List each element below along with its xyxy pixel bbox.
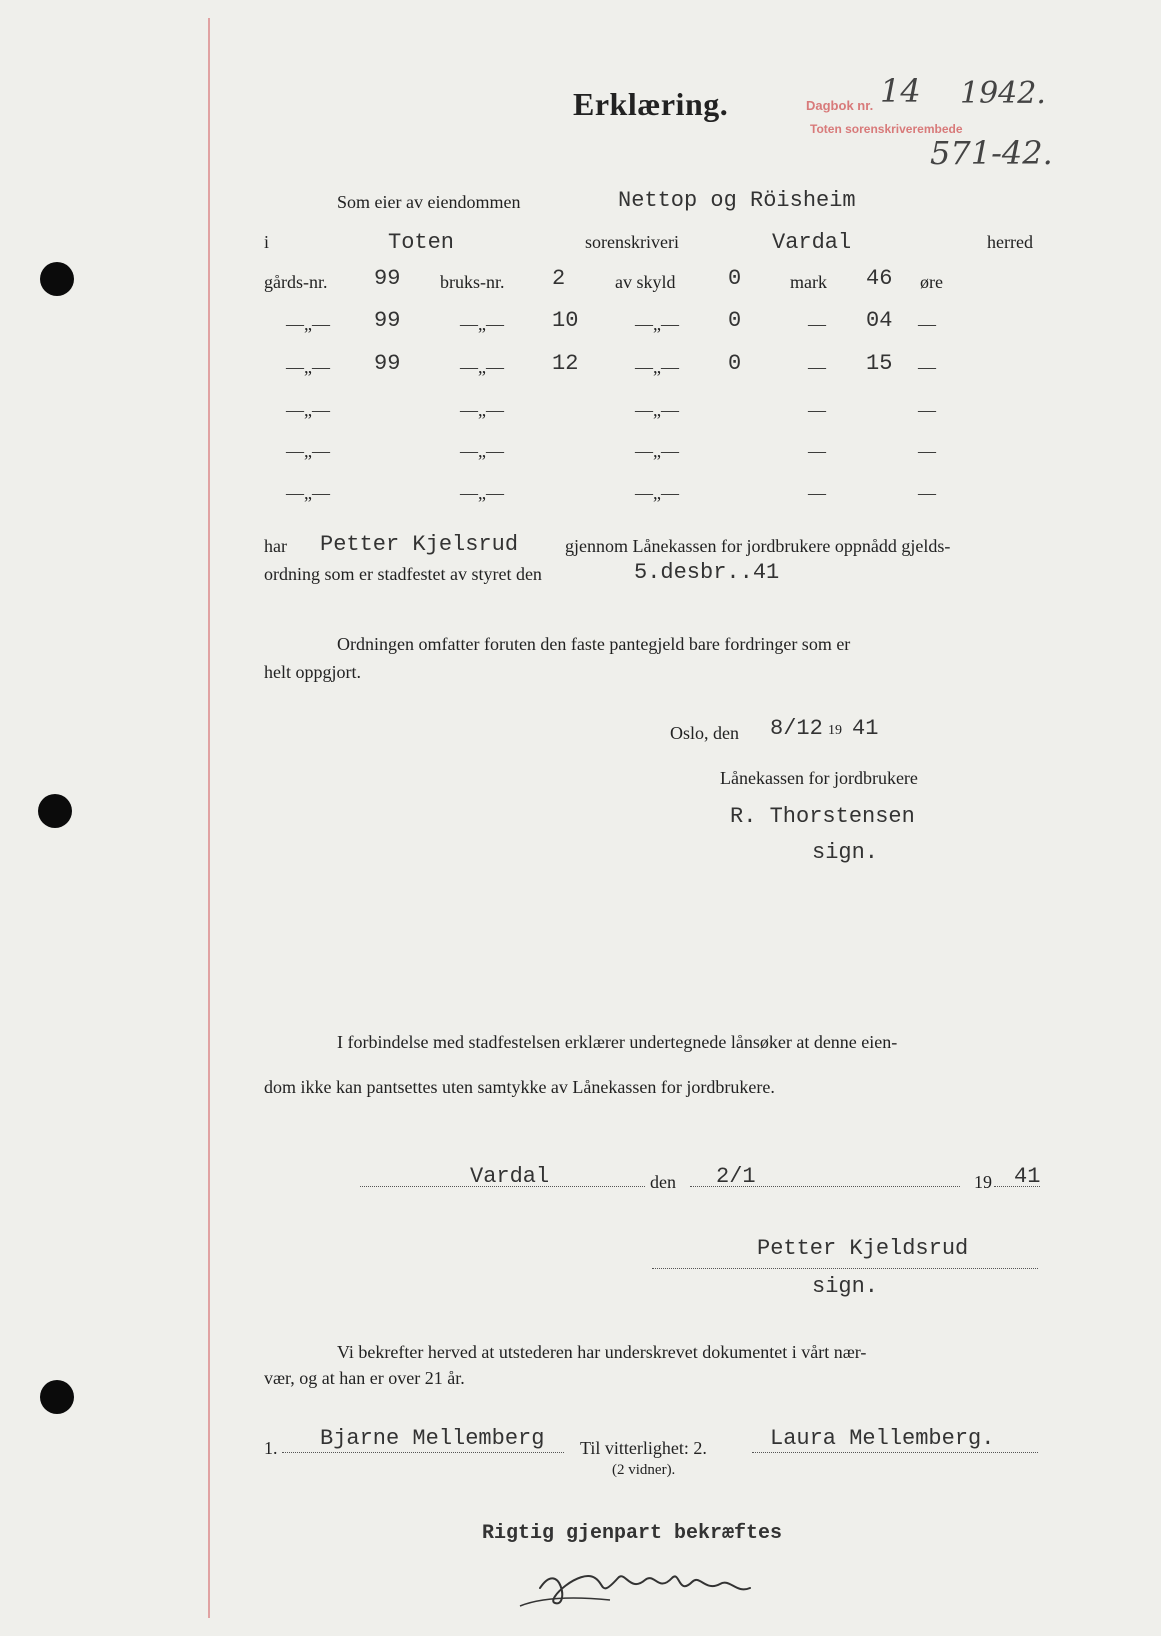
ditto-mark: —„— (635, 400, 679, 420)
applicant-year-prefix: 19 (974, 1172, 992, 1192)
owner-name: Petter Kjelsrud (320, 532, 519, 557)
district-suffix: sorenskriveri (585, 232, 679, 252)
applicant-place: Vardal (470, 1164, 550, 1189)
applicant-sign: sign. (812, 1274, 879, 1299)
witness-line1: Vi bekrefter herved at utstederen har underskrevet dokumentet i vårt nær- (337, 1342, 867, 1362)
dash-mark: — (918, 441, 936, 461)
ore-value: 46 (866, 266, 893, 291)
oslo-signer: R. Thorstensen (730, 804, 915, 829)
dash-mark: — (918, 314, 936, 334)
witness2-line (752, 1452, 1038, 1453)
municipality-name: Vardal (772, 230, 852, 255)
bruks-value: 2 (552, 266, 566, 291)
punch-hole (40, 1380, 74, 1414)
bruks-value: 10 (552, 308, 579, 333)
declaration-line1: I forbindelse med stadfestelsen erklærer undertegnede lånsøker at denne eien- (337, 1032, 898, 1052)
applicant-date: 2/1 (716, 1164, 756, 1189)
municipality-suffix: herred (987, 232, 1033, 252)
property-intro: Som eier av eiendommen (337, 192, 521, 212)
approved-date: 5.desbr..41 (634, 560, 780, 585)
dash-mark: — (808, 400, 826, 420)
oslo-sign: sign. (812, 840, 879, 865)
page-title: Erklæring. (573, 86, 729, 122)
dash-mark: — (918, 483, 936, 503)
mark-value: 0 (728, 308, 742, 333)
ore-value: 04 (866, 308, 893, 333)
har-label: har (264, 536, 287, 556)
property-name: Nettop og Röisheim (618, 188, 856, 213)
den-label: den (650, 1172, 676, 1192)
ditto-mark: —„— (286, 441, 330, 461)
applicant-year: 41 (1014, 1164, 1041, 1189)
dash-mark: — (808, 483, 826, 503)
dash-mark: — (808, 314, 826, 334)
dash-mark: — (918, 357, 936, 377)
dash-mark: — (918, 400, 936, 420)
declaration-line2: dom ikke kan pantsettes uten samtykke av Lånekassen for jordbrukere. (264, 1077, 775, 1097)
district-name: Toten (388, 230, 455, 255)
bruks-value: 12 (552, 351, 579, 376)
stamp-label: Dagbok nr. (806, 98, 874, 113)
oslo-year: 41 (852, 716, 879, 741)
margin-line (208, 18, 210, 1618)
ditto-mark: —„— (635, 357, 679, 377)
witness1-line (282, 1452, 564, 1453)
punch-hole (38, 794, 72, 828)
ditto-mark: —„— (635, 314, 679, 334)
mark-value: 0 (728, 351, 742, 376)
applicant-signer: Petter Kjeldsrud (757, 1236, 969, 1261)
oslo-date: 8/12 (770, 716, 823, 741)
gards-value: 99 (374, 308, 401, 333)
oslo-year-prefix: 19 (828, 723, 842, 738)
handwritten-signature (500, 1548, 760, 1618)
ditto-mark: —„— (460, 483, 504, 503)
witness1-name: Bjarne Mellemberg (320, 1426, 545, 1451)
statement-line2: ordning som er stadfestet av styret den (264, 564, 542, 584)
dash-mark: — (808, 357, 826, 377)
witness2-name: Laura Mellemberg. (770, 1426, 995, 1451)
signature-line (652, 1268, 1038, 1269)
mark-value: 0 (728, 266, 742, 291)
case-reference: 571-42. (930, 134, 1053, 172)
ditto-mark: —„— (286, 314, 330, 334)
scope-line1: Ordningen omfatter foruten den faste pantegjeld bare fordringer som er (337, 634, 851, 654)
bruks-label: bruks-nr. (440, 272, 505, 292)
stamp-line2: Toten sorenskriverembede (810, 122, 963, 136)
ditto-mark: —„— (460, 314, 504, 334)
skyld-label: av skyld (615, 272, 676, 292)
organization: Lånekassen for jordbrukere (720, 768, 918, 788)
scope-line2: helt oppgjort. (264, 662, 361, 682)
punch-hole (40, 262, 74, 296)
ditto-mark: —„— (286, 400, 330, 420)
ore-value: 15 (866, 351, 893, 376)
ditto-mark: —„— (286, 483, 330, 503)
ditto-mark: —„— (460, 357, 504, 377)
oslo-place: Oslo, den (670, 723, 739, 743)
stamp-number: 14 (880, 72, 921, 110)
gards-value: 99 (374, 266, 401, 291)
witness-label: Til vitterlighet: 2. (580, 1438, 707, 1458)
certified-stamp: Rigtig gjenpart bekræftes (482, 1522, 783, 1545)
mark-label: mark (790, 272, 827, 292)
i-label: i (264, 232, 270, 252)
ditto-mark: —„— (286, 357, 330, 377)
gards-value: 99 (374, 351, 401, 376)
dash-mark: — (808, 441, 826, 461)
witness-number1: 1. (264, 1438, 278, 1458)
ditto-mark: —„— (635, 483, 679, 503)
witness-line2: vær, og at han er over 21 år. (264, 1368, 465, 1388)
stamp-year: 1942. (960, 76, 1046, 111)
statement-line1: gjennom Lånekassen for jordbrukere oppnådd gjelds- (565, 536, 951, 556)
gards-label: gårds-nr. (264, 272, 328, 292)
ditto-mark: —„— (460, 441, 504, 461)
ditto-mark: —„— (635, 441, 679, 461)
ditto-mark: —„— (460, 400, 504, 420)
stamp-line1 (806, 98, 873, 113)
witness-note: (2 vidner). (612, 1462, 676, 1478)
ore-label: øre (920, 272, 943, 292)
